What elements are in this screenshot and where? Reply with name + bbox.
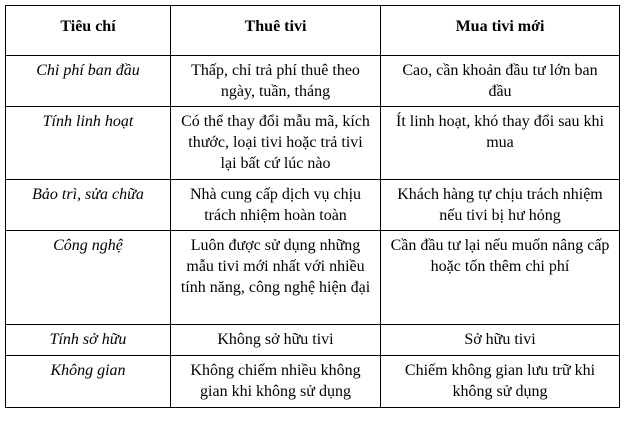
criterion-cell: Tính sở hữu (6, 325, 171, 356)
criterion-cell: Tính linh hoạt (6, 107, 171, 180)
rent-cell: Thấp, chỉ trả phí thuê theo ngày, tuần, tháng (171, 56, 381, 107)
table-row (6, 56, 620, 107)
criterion-cell: Bảo trì, sửa chữa (6, 180, 171, 231)
table-row (6, 107, 620, 180)
buy-cell: Chiếm không gian lưu trữ khi không sử dụng (381, 356, 620, 408)
rent-cell: Luôn được sử dụng những mẫu tivi mới nhất với nhiều tính năng, công nghệ hiện đại (171, 231, 381, 325)
rent-cell: Nhà cung cấp dịch vụ chịu trách nhiệm hoàn toàn (171, 180, 381, 231)
buy-cell: Cần đầu tư lại nếu muốn nâng cấp hoặc tốn thêm chi phí (381, 231, 620, 325)
rent-cell: Có thể thay đổi mẫu mã, kích thước, loại tivi hoặc trả tivi lại bất cứ lúc nào (171, 107, 381, 180)
buy-cell: Sở hữu tivi (381, 325, 620, 356)
comparison-table (5, 5, 620, 408)
buy-cell: Khách hàng tự chịu trách nhiệm nếu tivi bị hư hỏng (381, 180, 620, 231)
header-criterion: Tiêu chí (6, 6, 171, 56)
table-row (6, 356, 620, 408)
header-buy-new-tv: Mua tivi mới (381, 6, 620, 56)
buy-cell: Ít linh hoạt, khó thay đổi sau khi mua (381, 107, 620, 180)
criterion-cell: Chi phí ban đầu (6, 56, 171, 107)
buy-cell: Cao, cần khoản đầu tư lớn ban đầu (381, 56, 620, 107)
criterion-cell: Không gian (6, 356, 171, 408)
rent-cell: Không sở hữu tivi (171, 325, 381, 356)
criterion-cell: Công nghệ (6, 231, 171, 325)
table-row (6, 180, 620, 231)
table-header-row (6, 6, 620, 56)
table-row (6, 325, 620, 356)
header-rent-tv: Thuê tivi (171, 6, 381, 56)
rent-cell: Không chiếm nhiều không gian khi không sử dụng (171, 356, 381, 408)
table-row (6, 231, 620, 325)
